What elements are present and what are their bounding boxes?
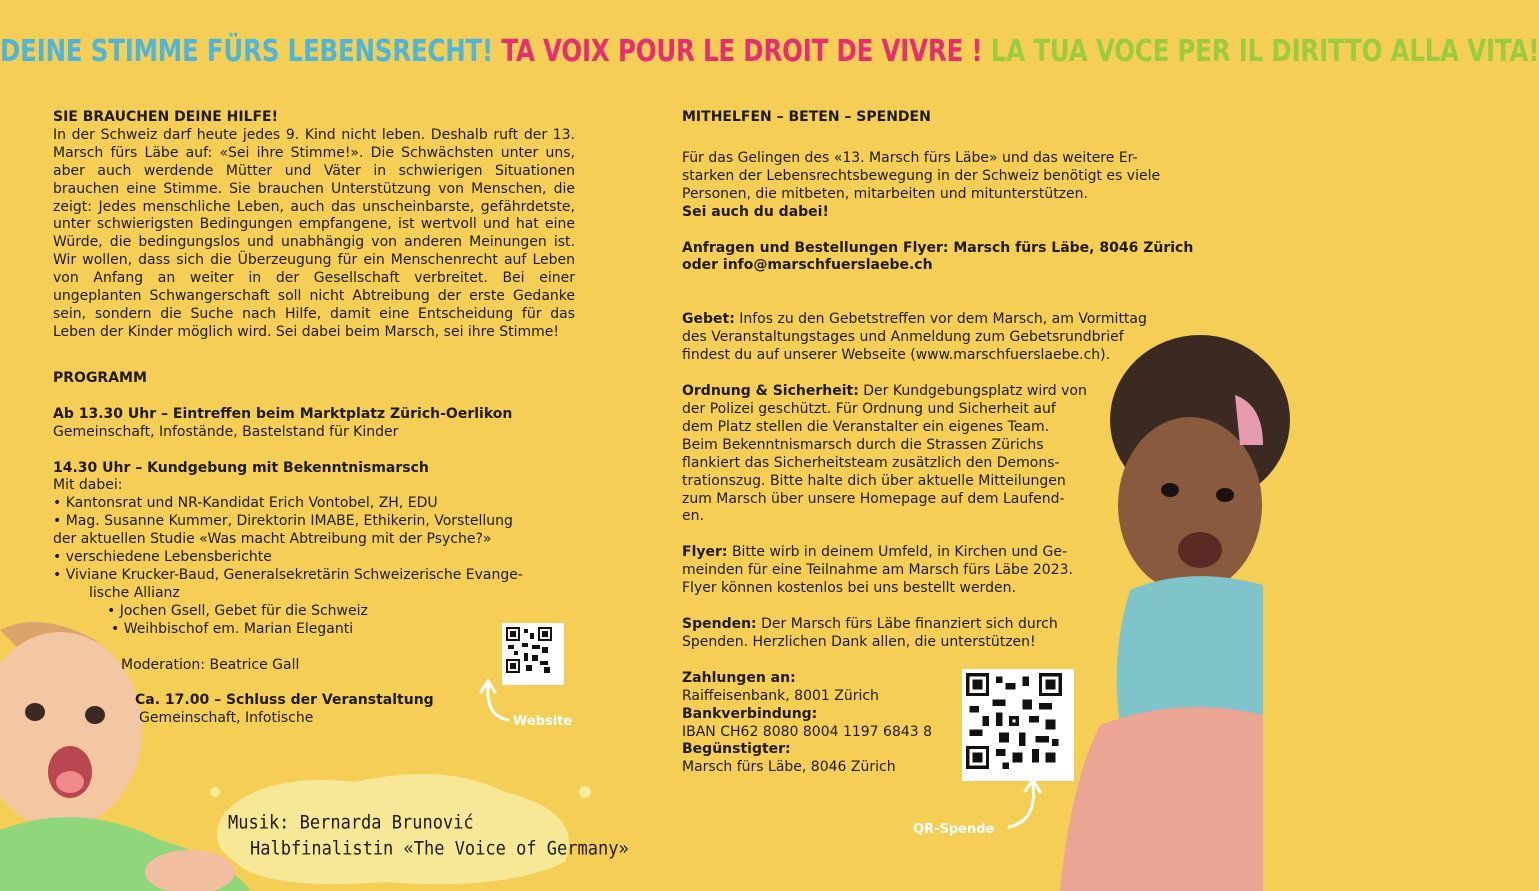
support-heading: MITHELFEN – BETEN – SPENDEN — [682, 109, 931, 125]
prayer-line-a: Gebet: Infos zu den Gebetstreffen vor dem Marsch, am Vormittag — [682, 311, 1147, 328]
flyer-label: Flyer: — [682, 544, 728, 561]
orders-line-b: oder info@marschfuerslaebe.ch — [682, 257, 933, 274]
prayer-line-b: des Veranstaltungstages und Anmeldung zum Gebetsrundbrief — [682, 329, 1124, 346]
speaker-4b: lische Allianz — [89, 584, 180, 601]
donation-qr-label: QR-Spende — [913, 822, 995, 837]
end-text: Gemeinschaft, Infotische — [139, 710, 314, 727]
order-line-f: trationszug. Bitte halte dich über aktuelle Mitteilungen — [682, 472, 1066, 489]
music-line-1: Musik: Bernarda Brunović — [228, 811, 474, 834]
speaker-6: • Weihbischof em. Marian Eleganti — [111, 620, 354, 637]
flyer-line-c: Flyer können kostenlos bei uns bestellt werden. — [682, 580, 1016, 597]
music-line-2: Halbfinalistin «The Voice of Germany» — [250, 838, 629, 861]
banner-headline — [0, 32, 1539, 69]
help-text: In der Schweiz darf heute jedes 9. Kind nicht leben. Deshalb ruft der 13. Marsch fürs Läbe auf: «Sei ihre Stimme!». Die Schwächsten unter uns, aber auch werdende Mütter und Väter in schwierigen Situationen brauchen eine Stimme. Sie brauchen Unterstützung von Menschen, die zeigt: Jedes menschliche Leben, auch das unscheinbarste, gefährdetste, unter schwierigsten Bedingungen empfangene, ist wertvoll und hat eine Würde, die bedingungslos und unabhängig von anderen Meinungen ist. Wir wollen, dass sich die Überzeugung für ein Menschenrecht auf Leben von Anfang an weiter in der Gesellschaft verbreitet. Bei einer ungeplanten Schwangerschaft soll nicht Abtreibung der erste Gedanke sein, sondern die Suche nach Hilfe, damit eine Entscheidung für das Leben der Kinder möglich wird. Sei dabei beim Marsch, sei ihre Stimme! — [53, 126, 575, 340]
website-arrow-icon — [478, 676, 518, 724]
banner-de: DEINE STIMME FÜRS LEBENSRECHT! — [0, 32, 494, 69]
flyer-line-a: Flyer: Bitte wirb in deinem Umfeld, in Kirchen und Ge- — [682, 544, 1068, 561]
program-item2-title: 14.30 Uhr – Kundgebung mit Bekenntnismarsch — [53, 459, 429, 476]
speaker-3: • verschiedene Lebensberichte — [53, 549, 272, 566]
order-label: Ordnung & Sicherheit: — [682, 383, 859, 400]
website-label: Website — [513, 714, 573, 729]
program-item2-intro: Mit dabei: — [53, 477, 123, 494]
order-line-h: en. — [682, 508, 704, 525]
orders-line-a: Anfragen und Bestellungen Flyer: Marsch fürs Läbe, 8046 Zürich — [682, 239, 1194, 256]
beneficiary-label: Begünstigter: — [682, 741, 791, 758]
speaker-1: • Kantonsrat und NR-Kandidat Erich Vontobel, ZH, EDU — [53, 495, 438, 512]
help-heading: SIE BRAUCHEN DEINE HILFE! — [53, 109, 279, 125]
donation-arrow-icon — [1005, 775, 1045, 835]
intro-line-c: Personen, die mitbeten, mitarbeiten und mitunterstützen. — [682, 185, 1088, 202]
intro-line-b: starken der Lebensrechtsbewegung in der Schweiz benötigt es viele — [682, 167, 1161, 184]
intro-bold: Sei auch du dabei! — [682, 203, 829, 220]
order-line-c: dem Platz stellen die Veranstalter ein eigenes Team. — [682, 418, 1050, 435]
beneficiary: Marsch fürs Läbe, 8046 Zürich — [682, 759, 896, 776]
donate-line-b: Spenden. Herzlichen Dank allen, die unterstützen! — [682, 633, 1036, 650]
music-credit — [228, 810, 629, 863]
speaker-2b: der aktuellen Studie «Was macht Abtreibung mit der Psyche?» — [53, 531, 492, 548]
donate-label: Spenden: — [682, 616, 757, 633]
left-column — [53, 109, 575, 728]
banner-fr: TA VOIX POUR LE DROIT DE VIVRE ! — [501, 32, 983, 69]
order-line-b: der Polizei geschützt. Für Ordnung und Sicherheit auf — [682, 400, 1056, 417]
donate-line-a: Spenden: Der Marsch fürs Läbe finanziert sich durch — [682, 616, 1058, 633]
speaker-2a: • Mag. Susanne Kummer, Direktorin IMABE, Ethikerin, Vorstellung — [53, 513, 513, 530]
order-line-e: flankiert das Sicherheitsteam zusätzlich den Demons- — [682, 454, 1060, 471]
order-line-d: Beim Bekenntnismarsch durch die Strassen Zürichs — [682, 436, 1044, 453]
banner-it: LA TUA VOCE PER IL DIRITTO ALLA VITA! — [990, 32, 1539, 69]
right-column — [682, 109, 1202, 777]
intro-line-a: Für das Gelingen des «13. Marsch fürs Läbe» und das weitere Er- — [682, 149, 1138, 166]
program-heading: PROGRAMM — [53, 369, 147, 386]
end-title: Ca. 17.00 – Schluss der Veranstaltung — [135, 692, 434, 709]
moderation: Moderation: Beatrice Gall — [121, 656, 300, 673]
bank-label: Bankverbindung: — [682, 705, 818, 722]
speaker-4a: • Viviane Krucker-Baud, Generalsekretärin Schweizerische Evange- — [53, 566, 523, 583]
payment-bank: Raiffeisenbank, 8001 Zürich — [682, 687, 879, 704]
program-item1-text: Gemeinschaft, Infostände, Bastelstand für Kinder — [53, 423, 399, 440]
prayer-line-c: findest du auf unserer Webseite (www.marschfuerslaebe.ch). — [682, 347, 1111, 364]
prayer-label: Gebet: — [682, 311, 735, 328]
iban: IBAN CH62 8080 8004 1197 6843 8 — [682, 723, 933, 740]
payment-label: Zahlungen an: — [682, 669, 796, 686]
order-line-a: Ordnung & Sicherheit: Der Kundgebungsplatz wird von — [682, 383, 1087, 400]
donation-qr-code[interactable] — [962, 669, 1074, 781]
speaker-5: • Jochen Gsell, Gebet für die Schweiz — [107, 602, 368, 619]
program-item1-title: Ab 13.30 Uhr – Eintreffen beim Marktplatz Zürich-Oerlikon — [53, 405, 513, 422]
flyer-line-b: meinden für eine Teilnahme am Marsch fürs Läbe 2023. — [682, 562, 1073, 579]
order-line-g: zum Marsch über unsere Homepage auf dem Laufend- — [682, 490, 1065, 507]
